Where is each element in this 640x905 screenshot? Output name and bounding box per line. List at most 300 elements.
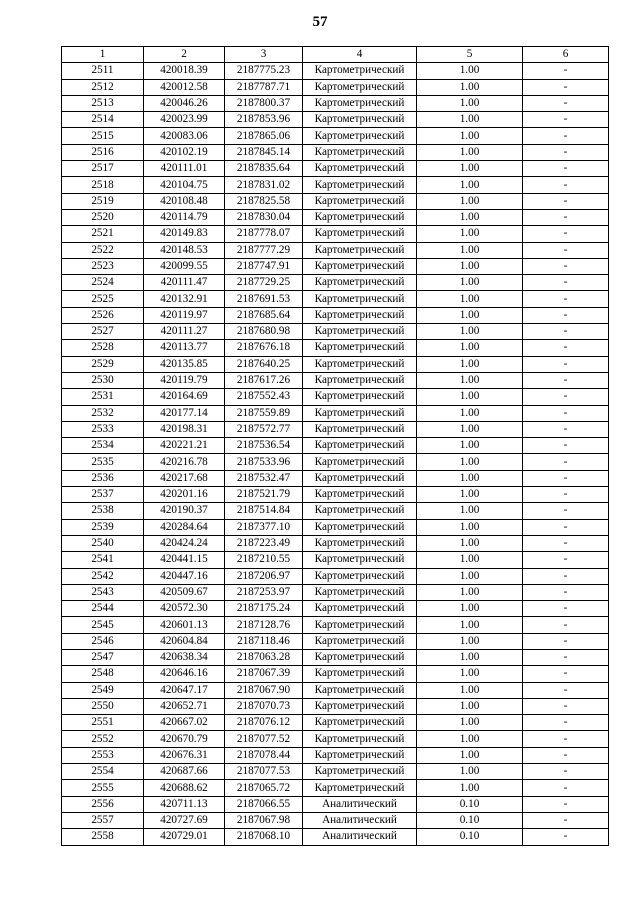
table-cell: 2537 [62,487,144,503]
table-cell: - [523,731,609,747]
table-cell: 2543 [62,584,144,600]
table-cell: 1.00 [417,177,523,193]
table-row [62,128,609,144]
table-cell: - [523,242,609,258]
table-cell: 2533 [62,421,144,437]
table-row [62,307,609,323]
table-cell: 2553 [62,747,144,763]
table-cell: - [523,666,609,682]
table-cell: - [523,275,609,291]
table-cell: 420601.13 [144,617,225,633]
table-row [62,601,609,617]
table-cell: 2187065.72 [225,780,303,796]
table-cell: 420652.71 [144,698,225,714]
table-cell: 2187532.47 [225,470,303,486]
table-cell: 2187536.54 [225,438,303,454]
table-cell: 420099.55 [144,258,225,274]
table-row [62,829,609,845]
table-cell: 2187777.29 [225,242,303,258]
table-cell: Аналитический [303,812,417,828]
table-cell: Картометрический [303,242,417,258]
table-cell: Картометрический [303,258,417,274]
column-header: 3 [225,47,303,63]
table-cell: 2187070.73 [225,698,303,714]
table-row [62,666,609,682]
table-cell: 2544 [62,601,144,617]
table-cell: 0.10 [417,812,523,828]
table-cell: 2555 [62,780,144,796]
table-cell: 2541 [62,552,144,568]
table-cell: - [523,487,609,503]
table-cell: 2187775.23 [225,63,303,79]
table-cell: 2539 [62,519,144,535]
table-cell: 2187118.46 [225,633,303,649]
table-cell: 420447.16 [144,568,225,584]
table-cell: - [523,144,609,160]
table-cell: 420108.48 [144,193,225,209]
table-cell: 2187175.24 [225,601,303,617]
table-cell: 420132.91 [144,291,225,307]
table-cell: 2540 [62,535,144,551]
table-cell: 2538 [62,503,144,519]
table-row [62,161,609,177]
table-cell: 2548 [62,666,144,682]
table-cell: Картометрический [303,95,417,111]
table-cell: 420646.16 [144,666,225,682]
table-cell: 2187253.97 [225,584,303,600]
table-cell: Картометрический [303,356,417,372]
table-row [62,242,609,258]
table-cell: 420509.67 [144,584,225,600]
table-cell: Картометрический [303,193,417,209]
table-cell: 2187206.97 [225,568,303,584]
table-cell: 1.00 [417,291,523,307]
table-cell: 420284.64 [144,519,225,535]
table-cell: Аналитический [303,829,417,845]
table-row [62,421,609,437]
table-cell: 1.00 [417,666,523,682]
table-cell: 0.10 [417,796,523,812]
table-cell: 2187559.89 [225,405,303,421]
table-cell: 2187223.49 [225,535,303,551]
table-cell: 2524 [62,275,144,291]
table-cell: 1.00 [417,454,523,470]
table-cell: 420729.01 [144,829,225,845]
table-cell: - [523,226,609,242]
table-row [62,747,609,763]
table-cell: - [523,747,609,763]
table-cell: 420111.27 [144,324,225,340]
table-cell: 1.00 [417,209,523,225]
table-cell: 420164.69 [144,389,225,405]
table-cell: Картометрический [303,747,417,763]
table-cell: 2187078.44 [225,747,303,763]
table-cell: 2535 [62,454,144,470]
table-row [62,144,609,160]
table-cell: - [523,95,609,111]
table-row [62,731,609,747]
table-cell: - [523,79,609,95]
table-row [62,356,609,372]
table-cell: - [523,568,609,584]
table-cell: - [523,193,609,209]
table-cell: 2550 [62,698,144,714]
coordinates-table [61,46,609,846]
table-cell: 1.00 [417,731,523,747]
table-cell: Картометрический [303,633,417,649]
table-row [62,682,609,698]
table-cell: - [523,715,609,731]
table-cell: 420647.17 [144,682,225,698]
table-cell: Картометрический [303,275,417,291]
table-cell: 1.00 [417,617,523,633]
table-cell: Картометрический [303,503,417,519]
table-cell: 2522 [62,242,144,258]
table-row [62,470,609,486]
table-row [62,487,609,503]
table-cell: 2549 [62,682,144,698]
table-cell: 1.00 [417,519,523,535]
table-cell: 1.00 [417,226,523,242]
table-row [62,389,609,405]
table-cell: 2187865.06 [225,128,303,144]
table-cell: 2187835.64 [225,161,303,177]
table-cell: - [523,161,609,177]
table-cell: - [523,519,609,535]
table-cell: - [523,177,609,193]
table-cell: 2527 [62,324,144,340]
table-cell: 2552 [62,731,144,747]
table-cell: 420135.85 [144,356,225,372]
table-cell: 2187521.79 [225,487,303,503]
table-header-row [62,47,609,63]
table-cell: 420149.83 [144,226,225,242]
table-cell: 420424.24 [144,535,225,551]
table-cell: 420688.62 [144,780,225,796]
table-cell: 1.00 [417,372,523,388]
table-cell: 1.00 [417,470,523,486]
table-cell: 2551 [62,715,144,731]
table-cell: 0.10 [417,829,523,845]
table-cell: 2187067.98 [225,812,303,828]
table-cell: Картометрический [303,291,417,307]
table-cell: 1.00 [417,405,523,421]
table-cell: 2528 [62,340,144,356]
table-cell: 1.00 [417,144,523,160]
table-cell: 1.00 [417,438,523,454]
table-cell: Картометрический [303,649,417,665]
table-row [62,275,609,291]
table-cell: Картометрический [303,601,417,617]
table-cell: Картометрический [303,568,417,584]
table-cell: 2513 [62,95,144,111]
table-row [62,454,609,470]
table-row [62,405,609,421]
table-cell: 2187077.53 [225,764,303,780]
table-cell: - [523,503,609,519]
table-cell: 420102.19 [144,144,225,160]
table-cell: 1.00 [417,747,523,763]
column-header: 6 [523,47,609,63]
table-cell: 1.00 [417,340,523,356]
table-cell: 420119.97 [144,307,225,323]
table-cell: 1.00 [417,307,523,323]
table-cell: - [523,829,609,845]
table-cell: 2545 [62,617,144,633]
table-cell: 1.00 [417,764,523,780]
table-cell: Картометрический [303,421,417,437]
table-cell: - [523,421,609,437]
table-row [62,372,609,388]
table-cell: - [523,291,609,307]
table-cell: Картометрический [303,470,417,486]
table-cell: - [523,617,609,633]
table-cell: - [523,796,609,812]
table-cell: - [523,649,609,665]
table-cell: 1.00 [417,487,523,503]
table-cell: Картометрический [303,552,417,568]
table-cell: 2515 [62,128,144,144]
table-cell: Картометрический [303,340,417,356]
table-cell: Картометрический [303,63,417,79]
table-cell: 1.00 [417,63,523,79]
table-cell: 420114.79 [144,209,225,225]
table-cell: - [523,535,609,551]
table-cell: 2531 [62,389,144,405]
table-cell: 420667.02 [144,715,225,731]
table-cell: 2526 [62,307,144,323]
table-row [62,193,609,209]
table-cell: 2187691.53 [225,291,303,307]
table-cell: - [523,438,609,454]
table-cell: Аналитический [303,796,417,812]
table-cell: 2187800.37 [225,95,303,111]
table-cell: 420216.78 [144,454,225,470]
table-cell: - [523,682,609,698]
table-cell: 2530 [62,372,144,388]
table-cell: 1.00 [417,780,523,796]
table-cell: 1.00 [417,698,523,714]
table-cell: 1.00 [417,161,523,177]
table-cell: 2187572.77 [225,421,303,437]
column-header: 5 [417,47,523,63]
table-cell: Картометрический [303,438,417,454]
table-cell: 2187825.58 [225,193,303,209]
table-row [62,584,609,600]
table-cell: 1.00 [417,421,523,437]
table-cell: 2187778.07 [225,226,303,242]
table-cell: 420687.66 [144,764,225,780]
table-cell: 2523 [62,258,144,274]
table-cell: 420012.58 [144,79,225,95]
table-row [62,291,609,307]
table-cell: 420217.68 [144,470,225,486]
table-cell: 2557 [62,812,144,828]
table-cell: 2187128.76 [225,617,303,633]
table-row [62,617,609,633]
table-cell: Картометрический [303,698,417,714]
table-cell: 2187063.28 [225,649,303,665]
table-cell: Картометрический [303,487,417,503]
table-cell: 420572.30 [144,601,225,617]
table-cell: 1.00 [417,275,523,291]
table-cell: Картометрический [303,372,417,388]
table-cell: Картометрический [303,307,417,323]
table-cell: 2536 [62,470,144,486]
table-cell: 420104.75 [144,177,225,193]
table-cell: 2187552.43 [225,389,303,405]
table-cell: 2187067.39 [225,666,303,682]
table-cell: 1.00 [417,79,523,95]
table-row [62,95,609,111]
table-cell: 420711.13 [144,796,225,812]
table-cell: 2187077.52 [225,731,303,747]
table-row [62,796,609,812]
table-cell: 1.00 [417,356,523,372]
table-cell: - [523,258,609,274]
table-cell: 1.00 [417,258,523,274]
table-cell: Картометрический [303,144,417,160]
table-cell: 2514 [62,112,144,128]
table-cell: 2187076.12 [225,715,303,731]
table-cell: Картометрический [303,389,417,405]
table-cell: Картометрический [303,731,417,747]
table-cell: 2516 [62,144,144,160]
table-cell: - [523,454,609,470]
table-cell: 1.00 [417,535,523,551]
table-cell: 2546 [62,633,144,649]
table-cell: 420221.21 [144,438,225,454]
table-cell: 420018.39 [144,63,225,79]
table-cell: - [523,405,609,421]
table-cell: 1.00 [417,633,523,649]
table-cell: - [523,356,609,372]
table-row [62,552,609,568]
table-cell: Картометрический [303,161,417,177]
table-row [62,568,609,584]
table-cell: 2187747.91 [225,258,303,274]
table-cell: 420604.84 [144,633,225,649]
table-cell: 2187830.04 [225,209,303,225]
table-cell: 420111.47 [144,275,225,291]
table-cell: 2187729.25 [225,275,303,291]
table-cell: - [523,324,609,340]
table-row [62,79,609,95]
table-cell: 420083.06 [144,128,225,144]
table-row [62,340,609,356]
table-cell: 2187845.14 [225,144,303,160]
table-cell: - [523,812,609,828]
table-cell: 2518 [62,177,144,193]
table-cell: Картометрический [303,454,417,470]
table-cell: 2187676.18 [225,340,303,356]
table-cell: 2521 [62,226,144,242]
table-cell: 2187066.55 [225,796,303,812]
table-cell: 2512 [62,79,144,95]
table-cell: 2554 [62,764,144,780]
table-cell: Картометрический [303,764,417,780]
table-cell: - [523,128,609,144]
table-cell: 2511 [62,63,144,79]
table-row [62,324,609,340]
table-cell: Картометрический [303,209,417,225]
table-cell: 1.00 [417,324,523,340]
table-cell: 420113.77 [144,340,225,356]
table-cell: - [523,63,609,79]
table-cell: 2187685.64 [225,307,303,323]
table-cell: 420670.79 [144,731,225,747]
table-cell: Картометрический [303,405,417,421]
table-cell: 1.00 [417,503,523,519]
page-number: 57 [312,14,328,30]
table-cell: - [523,340,609,356]
table-cell: Картометрический [303,324,417,340]
table-cell: 420111.01 [144,161,225,177]
table-cell: - [523,307,609,323]
table-cell: - [523,764,609,780]
table-row [62,258,609,274]
table-cell: 1.00 [417,193,523,209]
table-cell: - [523,389,609,405]
table-row [62,63,609,79]
table-cell: 2187514.84 [225,503,303,519]
table-cell: - [523,470,609,486]
table-cell: 2187533.96 [225,454,303,470]
table-row [62,209,609,225]
table-row [62,764,609,780]
table-cell: Картометрический [303,128,417,144]
table-cell: - [523,584,609,600]
table-cell: Картометрический [303,177,417,193]
column-header: 2 [144,47,225,63]
table-row [62,715,609,731]
table-cell: 2525 [62,291,144,307]
table-cell: Картометрический [303,715,417,731]
table-cell: 2187617.26 [225,372,303,388]
table-cell: 2520 [62,209,144,225]
table-cell: 420198.31 [144,421,225,437]
table-cell: 420046.26 [144,95,225,111]
table-cell: 2532 [62,405,144,421]
table-cell: 1.00 [417,128,523,144]
table-cell: 2534 [62,438,144,454]
table-cell: 1.00 [417,552,523,568]
table-row [62,503,609,519]
table-cell: 2517 [62,161,144,177]
table-cell: 2187377.10 [225,519,303,535]
table-cell: Картометрический [303,226,417,242]
table-cell: Картометрический [303,79,417,95]
table-cell: Картометрический [303,519,417,535]
table-body [62,63,609,845]
table-cell: - [523,372,609,388]
table-row [62,649,609,665]
table-row [62,226,609,242]
table-cell: 420190.37 [144,503,225,519]
table-cell: 2542 [62,568,144,584]
table-cell: 420023.99 [144,112,225,128]
table-cell: 420441.15 [144,552,225,568]
table-cell: Картометрический [303,112,417,128]
table-cell: 2556 [62,796,144,812]
table-cell: 420201.16 [144,487,225,503]
column-header: 1 [62,47,144,63]
table-cell: - [523,698,609,714]
table-row [62,780,609,796]
table-cell: - [523,552,609,568]
table-cell: Картометрический [303,584,417,600]
table-cell: 1.00 [417,389,523,405]
